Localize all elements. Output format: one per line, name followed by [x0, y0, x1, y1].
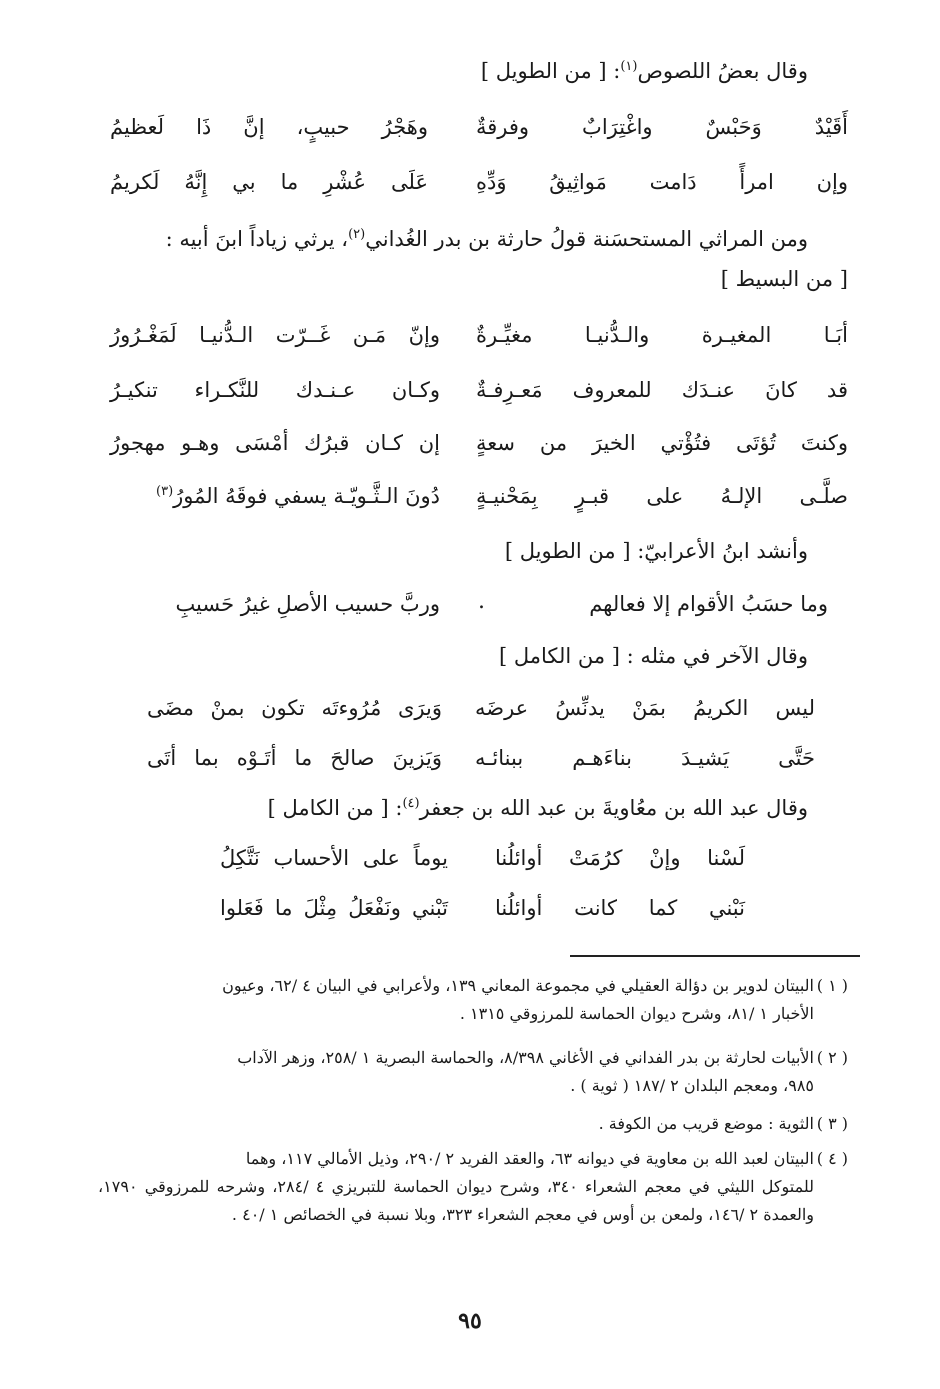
- verse-8-second: وَيرَى مُرُوءتَه تكون بمنْ مضَى: [147, 696, 442, 720]
- verse-5-first: وكنتَ تُؤتَى فتُؤْتي الخيرَ من سعةٍ: [476, 431, 848, 455]
- footnote-4: ( ٤ )البيتان لعبد الله بن معاوية في ديوانه ٦٣، والعقد الفريد ٢ /٢٩٠، وذيل الأمالي ١١٧، وهما للمتوكل الليثي في معجم الشعراء ٣٤٠، وشرح ديوان الحماسة للتبريزي ٤ /٢٨٤، وشرحه للمرزوقي ١٧٩٠، والعمدة ٢ /١٤٦، ولمعن بن أوس في معجم الشعراء ٣٢٣، وبلا نسبة في الخصائص ١ /٤٠ .: [98, 1149, 848, 1224]
- footnote-3: ( ٣ )الثوية : موضع قريب من الكوفة .: [598, 1114, 848, 1133]
- meter-label: [ من البسيط ]: [720, 267, 848, 291]
- footnote-ref: (٤): [402, 796, 420, 811]
- footnote-ref: (١): [620, 59, 638, 74]
- verse-separator: .: [478, 589, 485, 614]
- verse-6-first: صلَّـى الإلـهُ على قبـرٍ بِمَحْنيـةٍ: [476, 484, 848, 508]
- verse-6-second: دُونَ الـثَّـويّـة يسفي فوقَهُ المُورُ$^{(٣)}$: [156, 484, 440, 508]
- verse-9-second: وَيَزينَ صالحَ ما أتَـوْه بما أتَى: [147, 746, 442, 770]
- verse-2-second: عَلَى عُشْرِ ما بي إِنَّهُ لَكريمُ: [110, 170, 428, 194]
- verse-7-first: وما حسَبُ الأقوام إلا فعالهم: [589, 592, 828, 616]
- intro-line-5: وقال عبد الله بن معُاويةَ بن عبد الله بن جعفر$^{(٤)}$: [ من الكامل ]: [267, 796, 808, 820]
- footnote-ref: (٣): [156, 484, 174, 499]
- verse-5-second: إن كـان قبرُك أمْسَى وهـو مهجورُ: [110, 431, 440, 455]
- intro-line-1: وقال بعضُ اللصوص$^{(١)}$: [ من الطويل ]: [480, 59, 808, 83]
- intro-line-2: ومن المراثي المستحسَنة قولُ حارثة بن بدر الغُداني$^{(٢)}$، يرثي زياداً ابنَ أبيه :: [165, 227, 808, 251]
- footnote-1: ( ١ )البيتان لدوير بن دؤالة العقيلي في مجموعة المعاني ١٣٩، ولأعرابي في البيان ٤ /٦٢، وعيون الأخبار ١ /٨١، وشرح ديوان الحماسة للمرزوقي ١٣١٥ .: [222, 976, 848, 1023]
- verse-7-second: وربَّ حسيب الأصلِ غيرُ حَسيبِ: [175, 592, 440, 616]
- verse-4-first: قد كانَ عنـدَك للمعروف مَعـرِفـةٌ: [476, 378, 848, 402]
- footnote-2: ( ٢ )الأبيات لحارثة بن بدر الفداني في الأغاني ٨/٣٩٨، والحماسة البصرية ١ /٢٥٨، وزهر الآداب ٩٨٥، ومعجم البلدان ٢ /١٨٧ ( ثوية ) .: [237, 1048, 848, 1095]
- verse-11-first: نَبْني كما كانت أوائلُنا: [495, 896, 745, 920]
- verse-4-second: وكـان عـنـدك للنَّكـراء تنكيـرُ: [110, 378, 440, 402]
- intro-line-4: وقال الآخر في مثله : [ من الكامل ]: [498, 644, 808, 668]
- intro-line-3: وأنشد ابنُ الأعرابيّ: [ من الطويل ]: [504, 539, 808, 563]
- footnote-divider: [570, 955, 860, 957]
- verse-8-first: ليس الكريمُ بمَنْ يدنِّسُ عرضَه: [475, 696, 815, 720]
- verse-3-first: أبَـا المغيـرة والـدُّنيـا مغيِّـرةٌ: [476, 323, 848, 347]
- verse-11-second: تَبْني ونَفْعَلُ مِثْلَ ما فَعَلوا: [220, 896, 448, 920]
- verse-10-first: لَسْنا وإنْ كرُمَتْ أوائلُنا: [495, 846, 745, 870]
- verse-3-second: وإنّ مَـن غَــرّت الـدُّنيـا لَمَغْـرُورُ: [110, 323, 440, 347]
- page-number: ٩٥: [458, 1308, 482, 1334]
- verse-10-second: يوماً على الأحساب نَتَّكِلُ: [220, 846, 448, 870]
- verse-9-first: حَتَّى يَشيـدَ بناءَهـم ببنائـه: [475, 746, 815, 770]
- footnote-ref: (٢): [348, 227, 366, 242]
- verse-1-second: وهَجْرُ حبيبٍ، إنَّ ذَا لَعظيمُ: [110, 115, 428, 139]
- verse-2-first: وإن امرأً دَامت مَواثِيقُ وَدِّهِ: [476, 170, 848, 194]
- verse-1-first: أَقَيْدٌ وَحَبْسٌ واغْتِرَابٌ وفرقةٌ: [476, 115, 848, 139]
